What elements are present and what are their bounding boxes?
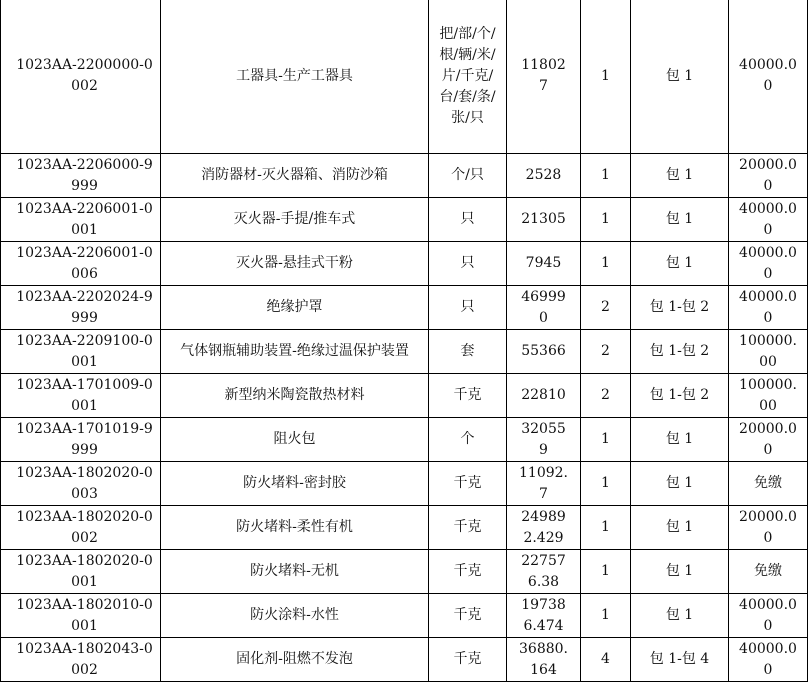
quantity-cell: 2528 — [507, 154, 581, 198]
material-code-cell: 1023AA-2202024-9999 — [1, 286, 161, 330]
unit-cell: 千克 — [429, 550, 507, 594]
package-count-cell: 1 — [581, 242, 631, 286]
package-range-cell: 包 1 — [631, 550, 729, 594]
quantity-cell: 7945 — [507, 242, 581, 286]
unit-cell: 个 — [429, 418, 507, 462]
material-name-cell: 防火涂料-水性 — [161, 594, 429, 638]
quantity-cell: 22810 — [507, 374, 581, 418]
deposit-amount-cell: 40000.00 — [729, 242, 808, 286]
table-row — [1, 594, 808, 638]
material-code-cell: 1023AA-1701019-9999 — [1, 418, 161, 462]
package-range-cell: 包 1-包 2 — [631, 374, 729, 418]
quantity-cell: 21305 — [507, 198, 581, 242]
table-row — [1, 154, 808, 198]
unit-cell: 只 — [429, 198, 507, 242]
deposit-amount-cell: 100000.00 — [729, 374, 808, 418]
unit-cell: 只 — [429, 286, 507, 330]
package-count-cell: 4 — [581, 638, 631, 682]
material-name-cell: 绝缘护罩 — [161, 286, 429, 330]
unit-cell: 千克 — [429, 638, 507, 682]
table-row — [1, 198, 808, 242]
material-code-cell: 1023AA-2206001-0001 — [1, 198, 161, 242]
deposit-amount-cell: 免缴 — [729, 550, 808, 594]
table-row — [1, 550, 808, 594]
table-row — [1, 0, 808, 154]
unit-cell: 千克 — [429, 506, 507, 550]
material-name-cell: 防火堵料-密封胶 — [161, 462, 429, 506]
material-code-cell: 1023AA-1802043-0002 — [1, 638, 161, 682]
deposit-amount-cell: 40000.00 — [729, 286, 808, 330]
table-row — [1, 638, 808, 682]
unit-cell: 个/只 — [429, 154, 507, 198]
quantity-cell: 118027 — [507, 0, 581, 154]
table-row — [1, 374, 808, 418]
package-range-cell: 包 1 — [631, 154, 729, 198]
material-name-cell: 阻火包 — [161, 418, 429, 462]
material-code-cell: 1023AA-1701009-0001 — [1, 374, 161, 418]
quantity-cell: 227576.38 — [507, 550, 581, 594]
quantity-cell: 320559 — [507, 418, 581, 462]
package-count-cell: 2 — [581, 374, 631, 418]
material-code-cell: 1023AA-2209100-0001 — [1, 330, 161, 374]
package-range-cell: 包 1 — [631, 594, 729, 638]
quantity-cell: 197386.474 — [507, 594, 581, 638]
material-code-cell: 1023AA-1802020-0003 — [1, 462, 161, 506]
table-row — [1, 286, 808, 330]
material-name-cell: 气体钢瓶辅助装置-绝缘过温保护装置 — [161, 330, 429, 374]
table-row — [1, 418, 808, 462]
material-name-cell: 新型纳米陶瓷散热材料 — [161, 374, 429, 418]
material-name-cell: 工器具-生产工器具 — [161, 0, 429, 154]
quantity-cell: 249892.429 — [507, 506, 581, 550]
table-row — [1, 330, 808, 374]
material-name-cell: 灭火器-手提/推车式 — [161, 198, 429, 242]
deposit-amount-cell: 免缴 — [729, 462, 808, 506]
table-row — [1, 242, 808, 286]
package-count-cell: 1 — [581, 594, 631, 638]
deposit-amount-cell: 100000.00 — [729, 330, 808, 374]
package-range-cell: 包 1 — [631, 506, 729, 550]
package-range-cell: 包 1 — [631, 418, 729, 462]
package-count-cell: 1 — [581, 154, 631, 198]
quantity-cell: 469990 — [507, 286, 581, 330]
unit-cell: 只 — [429, 242, 507, 286]
package-range-cell: 包 1 — [631, 0, 729, 154]
package-range-cell: 包 1-包 2 — [631, 286, 729, 330]
package-count-cell: 1 — [581, 506, 631, 550]
package-count-cell: 1 — [581, 198, 631, 242]
material-code-cell: 1023AA-2200000-0002 — [1, 0, 161, 154]
package-range-cell: 包 1-包 4 — [631, 638, 729, 682]
table-row — [1, 506, 808, 550]
deposit-amount-cell: 40000.00 — [729, 638, 808, 682]
material-code-cell: 1023AA-2206001-0006 — [1, 242, 161, 286]
quantity-cell: 55366 — [507, 330, 581, 374]
material-name-cell: 防火堵料-柔性有机 — [161, 506, 429, 550]
package-range-cell: 包 1 — [631, 242, 729, 286]
table-row — [1, 462, 808, 506]
quantity-cell: 11092.7 — [507, 462, 581, 506]
material-code-cell: 1023AA-1802020-0001 — [1, 550, 161, 594]
unit-cell: 千克 — [429, 374, 507, 418]
package-range-cell: 包 1 — [631, 462, 729, 506]
material-code-cell: 1023AA-2206000-9999 — [1, 154, 161, 198]
deposit-amount-cell: 20000.00 — [729, 154, 808, 198]
deposit-amount-cell: 40000.00 — [729, 594, 808, 638]
material-name-cell: 固化剂-阻燃不发泡 — [161, 638, 429, 682]
material-name-cell: 消防器材-灭火器箱、消防沙箱 — [161, 154, 429, 198]
package-range-cell: 包 1 — [631, 198, 729, 242]
deposit-amount-cell: 20000.00 — [729, 418, 808, 462]
package-count-cell: 1 — [581, 418, 631, 462]
unit-cell: 千克 — [429, 462, 507, 506]
quantity-cell: 36880.164 — [507, 638, 581, 682]
material-code-cell: 1023AA-1802020-0002 — [1, 506, 161, 550]
unit-cell: 套 — [429, 330, 507, 374]
package-count-cell: 2 — [581, 330, 631, 374]
package-range-cell: 包 1-包 2 — [631, 330, 729, 374]
package-count-cell: 1 — [581, 550, 631, 594]
material-name-cell: 防火堵料-无机 — [161, 550, 429, 594]
deposit-amount-cell: 40000.00 — [729, 198, 808, 242]
package-count-cell: 2 — [581, 286, 631, 330]
package-count-cell: 1 — [581, 462, 631, 506]
unit-cell: 千克 — [429, 594, 507, 638]
unit-cell: 把/部/个/根/辆/米/片/千克/台/套/条/张/只 — [429, 0, 507, 154]
material-code-cell: 1023AA-1802010-0001 — [1, 594, 161, 638]
deposit-amount-cell: 20000.00 — [729, 506, 808, 550]
deposit-amount-cell: 40000.00 — [729, 0, 808, 154]
material-name-cell: 灭火器-悬挂式干粉 — [161, 242, 429, 286]
package-count-cell: 1 — [581, 0, 631, 154]
